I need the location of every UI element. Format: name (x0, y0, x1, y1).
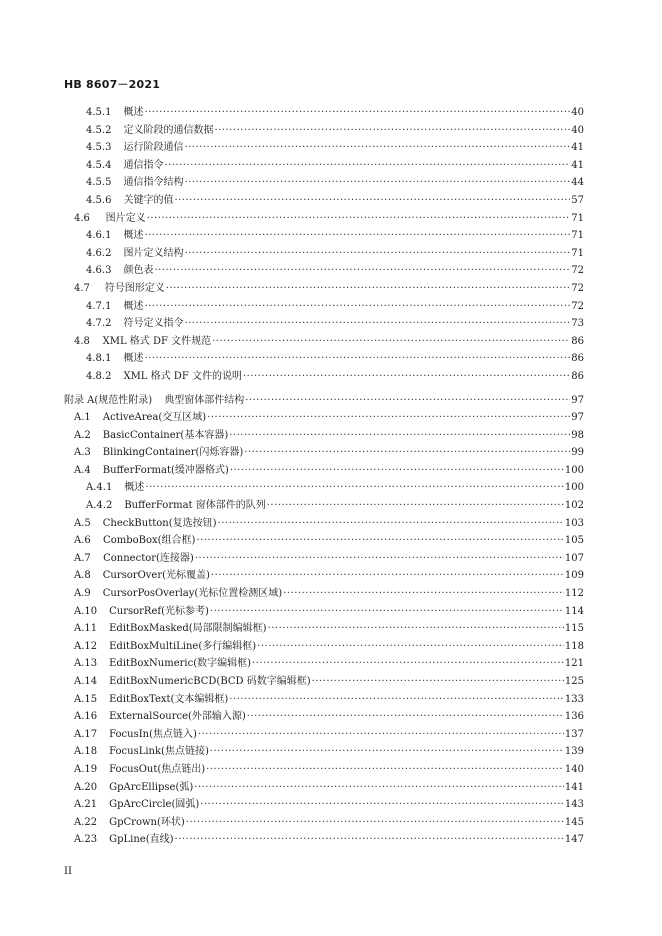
toc-leader-dots (245, 392, 570, 410)
toc-leader-dots (144, 350, 570, 368)
toc-entry[interactable] (64, 567, 584, 585)
toc-entry-page: 143 (564, 799, 584, 811)
toc-entry-title: 概述 (123, 230, 144, 242)
toc-entry-page: 114 (564, 605, 584, 617)
toc-entry-page: 72 (571, 265, 584, 277)
toc-entry[interactable] (64, 831, 584, 849)
toc-entry-page: 97 (571, 412, 584, 424)
toc-leader-dots (229, 427, 570, 445)
toc-entry[interactable] (64, 262, 584, 280)
toc-entry-page: 57 (571, 194, 584, 206)
toc-entry-page: 115 (564, 623, 584, 635)
toc-entry-title: BufferFormat 窗体部件的队列 (124, 500, 266, 512)
toc-leader-dots (257, 638, 564, 656)
toc-entry-number: 附录 A(规范性附录) (64, 394, 153, 406)
toc-entry-number: A.3 (74, 447, 91, 459)
toc-entry-title: 图片定义 (105, 212, 146, 224)
toc-leader-dots (194, 779, 564, 797)
toc-leader-dots (145, 479, 564, 497)
toc-entry-page: 86 (571, 353, 584, 365)
toc-entry-title: 概述 (123, 107, 144, 118)
toc-leader-dots (243, 368, 570, 386)
toc-leader-dots (154, 262, 570, 280)
toc-leader-dots (268, 620, 564, 638)
toc-entry[interactable] (64, 691, 584, 709)
toc-entry-page: 97 (571, 394, 584, 406)
toc-entry-page: 141 (564, 781, 584, 793)
toc-entry-number: A.7 (74, 552, 91, 564)
toc-entry[interactable] (64, 550, 584, 568)
toc-entry-page: 100 (564, 482, 584, 494)
toc-leader-dots (144, 227, 570, 245)
page-number-footer: II (64, 866, 72, 877)
toc-entry[interactable] (64, 350, 584, 368)
toc-entry-number: 4.8.2 (86, 370, 112, 382)
toc-entry-page: 41 (571, 159, 584, 171)
toc-entry-number: 4.6.1 (86, 230, 112, 242)
toc-entry-number: 4.5.5 (86, 177, 112, 189)
toc-entry-page: 71 (571, 212, 584, 224)
toc-leader-dots (147, 210, 571, 228)
toc-entry-title: GpCrown(环状) (109, 816, 185, 828)
toc-entry-page: 102 (564, 500, 584, 512)
toc-entry[interactable] (64, 157, 584, 175)
toc-entry-number: 4.5.2 (86, 124, 112, 136)
toc-entry-number: 4.6.2 (86, 247, 112, 259)
toc-entry-number: A.8 (74, 570, 91, 582)
toc-entry-title: 通信指令结构 (123, 177, 184, 189)
toc-entry-title: FocusIn(焦点链入) (109, 728, 197, 740)
toc-entry-number: 4.5.4 (86, 159, 112, 171)
toc-entry[interactable] (64, 392, 584, 410)
toc-entry[interactable] (64, 192, 584, 210)
toc-entry-page: 133 (564, 693, 584, 705)
toc-leader-dots (218, 515, 564, 533)
toc-entry-title: EditBoxNumericBCD(BCD 码数字编辑框) (109, 676, 311, 687)
toc-entry-page: 140 (564, 763, 584, 775)
toc-entry-title: BasicContainer(基本容器) (102, 429, 229, 441)
toc-leader-dots (229, 691, 564, 709)
toc-entry[interactable] (64, 497, 584, 515)
toc-entry-number: 4.8 (74, 335, 90, 347)
toc-entry-number: A.21 (74, 799, 98, 811)
toc-entry[interactable] (64, 779, 584, 797)
toc-entry-number: A.12 (74, 640, 98, 652)
toc-leader-dots (283, 585, 564, 603)
toc-entry-title: Connector(连接器) (103, 552, 194, 564)
toc-entry-page: 112 (564, 588, 584, 600)
toc-entry-title: 颜色表 (123, 265, 154, 277)
toc-leader-dots (184, 245, 570, 263)
toc-entry-number: 4.8.1 (86, 353, 112, 365)
toc-entry[interactable] (64, 743, 584, 761)
toc-entry[interactable] (64, 427, 584, 445)
toc-leader-dots (230, 462, 564, 480)
toc-entry[interactable] (64, 298, 584, 316)
toc-leader-dots (164, 157, 570, 175)
toc-leader-dots (184, 315, 570, 333)
toc-entry[interactable] (64, 462, 584, 480)
toc-leader-dots (144, 104, 570, 122)
toc-entry-number: A.20 (74, 781, 98, 793)
toc-entry-title: 定义阶段的通信数据 (123, 124, 214, 136)
toc-entry-page: 147 (564, 834, 584, 846)
toc-entry-page: 136 (564, 711, 584, 723)
toc-entry-title: 概述 (124, 482, 145, 494)
toc-entry[interactable] (64, 479, 584, 497)
toc-entry[interactable] (64, 515, 584, 533)
toc-entry-title: ActiveArea(交互区域) (102, 412, 207, 424)
toc-entry-title: 概述 (123, 353, 144, 365)
toc-entry-number: A.6 (74, 535, 91, 547)
toc-entry-page: 44 (571, 177, 584, 189)
toc-entry[interactable] (64, 814, 584, 832)
toc-leader-dots (211, 567, 564, 585)
toc-entry-title: GpArcEllipse(弧) (109, 781, 194, 793)
toc-leader-dots (196, 532, 563, 550)
toc-entry-title: ComboBox(组合框) (103, 535, 196, 547)
toc-entry-number: A.13 (74, 658, 98, 670)
toc-entry-page: 72 (571, 282, 584, 294)
toc-entry[interactable] (64, 444, 584, 462)
toc-entry-number: A.4.2 (86, 500, 113, 512)
toc-entry-title: FocusLink(焦点链接) (109, 746, 209, 758)
toc-entry-page: 99 (571, 447, 584, 459)
toc-entry-page: 139 (564, 746, 584, 758)
toc-entry-title: BlinkingContainer(闪烁容器) (102, 447, 244, 459)
toc-entry-title: 运行阶段通信 (123, 142, 184, 154)
document-code-header: HB 8607－2021 (64, 78, 161, 91)
toc-entry[interactable] (64, 796, 584, 814)
toc-entry[interactable] (64, 139, 584, 157)
toc-entry[interactable] (64, 280, 584, 298)
toc-leader-dots (312, 673, 564, 691)
toc-entry-number: A.4.1 (86, 482, 113, 494)
toc-entry-title: GpLine(直线) (109, 834, 174, 846)
toc-entry[interactable] (64, 368, 584, 386)
toc-entry-title: FocusOut(焦点链出) (109, 763, 206, 775)
toc-entry-page: 145 (564, 816, 584, 828)
toc-entry-title: ExternalSource(外部输入源) (109, 711, 246, 723)
toc-entry-title: XML 格式 DF 文件的说明 (123, 370, 242, 382)
toc-entry-title: 符号定义指令 (123, 318, 184, 330)
toc-leader-dots (186, 814, 564, 832)
toc-entry-page: 71 (571, 247, 584, 259)
toc-entry[interactable] (64, 603, 584, 621)
toc-entry-number: A.5 (74, 517, 91, 529)
toc-entry[interactable] (64, 708, 584, 726)
toc-entry[interactable] (64, 104, 584, 122)
toc-leader-dots (207, 409, 570, 427)
toc-leader-dots (198, 726, 564, 744)
toc-leader-dots (184, 139, 570, 157)
toc-entry[interactable] (64, 122, 584, 140)
toc-entry[interactable] (64, 210, 584, 228)
toc-entry[interactable] (64, 673, 584, 691)
toc-leader-dots (206, 761, 564, 779)
toc-entry-page: 121 (564, 658, 584, 670)
toc-entry-page: 73 (571, 318, 584, 330)
toc-entry-number: 4.5.3 (86, 142, 112, 154)
toc-entry-page: 100 (564, 464, 584, 476)
toc-entry-title: BufferFormat(缓冲器格式) (102, 464, 229, 476)
toc-entry-title: EditBoxNumeric(数字编辑框) (109, 658, 252, 670)
toc-entry-number: A.22 (74, 816, 98, 828)
toc-entry-number: A.17 (74, 728, 98, 740)
toc-entry-title: 关键字的值 (123, 194, 174, 206)
toc-entry[interactable] (64, 761, 584, 779)
toc-entry-number: A.18 (74, 746, 98, 758)
toc-entry-title: 符号图形定义 (104, 282, 165, 294)
toc-entry-title: 图片定义结构 (123, 247, 184, 259)
toc-entry-number: 4.5.6 (86, 194, 112, 206)
toc-entry-number: 4.7.1 (86, 300, 112, 312)
toc-entry-number: 4.6 (74, 212, 90, 224)
toc-leader-dots (247, 708, 564, 726)
table-of-contents (64, 104, 584, 849)
toc-entry-page: 40 (571, 107, 584, 118)
toc-entry-number: 4.7.2 (86, 318, 112, 330)
toc-leader-dots (200, 796, 564, 814)
toc-entry[interactable] (64, 174, 584, 192)
toc-entry[interactable] (64, 315, 584, 333)
toc-entry-page: 103 (564, 517, 584, 529)
toc-leader-dots (175, 831, 564, 849)
toc-leader-dots (252, 655, 564, 673)
toc-leader-dots (210, 603, 564, 621)
toc-entry-title: EditBoxMasked(局部限制编辑框) (109, 623, 267, 635)
toc-entry-page: 105 (564, 535, 584, 547)
toc-entry-page: 109 (564, 570, 584, 582)
toc-entry-number: A.23 (74, 834, 98, 846)
toc-entry-number: A.10 (74, 605, 98, 617)
toc-entry-title: XML 格式 DF 文件规范 (102, 335, 212, 347)
toc-entry-number: A.9 (74, 588, 91, 600)
toc-entry-number: 4.6.3 (86, 265, 112, 277)
toc-entry-number: 4.5.1 (86, 107, 112, 118)
toc-leader-dots (244, 444, 570, 462)
toc-entry-page: 98 (571, 429, 584, 441)
toc-entry-number: A.11 (74, 623, 98, 635)
toc-leader-dots (267, 497, 564, 515)
toc-leader-dots (214, 122, 570, 140)
toc-entry-number: A.15 (74, 693, 98, 705)
toc-entry-page: 118 (564, 640, 584, 652)
toc-entry-title: CursorRef(光标参考) (109, 605, 209, 617)
toc-entry[interactable] (64, 655, 584, 673)
toc-entry-page: 137 (564, 728, 584, 740)
toc-leader-dots (174, 192, 570, 210)
toc-leader-dots (195, 550, 564, 568)
toc-entry-title: EditBoxMultiLine(多行编辑框) (109, 640, 257, 652)
toc-entry-title: EditBoxText(文本编辑框) (109, 693, 229, 705)
toc-entry-number: A.1 (74, 412, 91, 424)
toc-entry[interactable] (64, 333, 584, 351)
toc-entry-title: 概述 (123, 300, 144, 312)
toc-entry-page: 107 (564, 552, 584, 564)
toc-leader-dots (144, 298, 570, 316)
toc-entry-page: 86 (571, 335, 584, 347)
toc-entry-number: 4.7 (74, 282, 90, 294)
toc-entry-title: CursorOver(光标覆盖) (102, 570, 210, 582)
toc-entry-number: A.4 (74, 464, 91, 476)
toc-entry-page: 71 (571, 230, 584, 242)
toc-entry-title: GpArcCircle(圆弧) (109, 799, 200, 811)
toc-entry-number: A.19 (74, 763, 98, 775)
toc-entry-title: CursorPosOverlay(光标位置检测区域) (102, 588, 283, 600)
toc-entry[interactable] (64, 532, 584, 550)
toc-leader-dots (210, 743, 564, 761)
toc-entry[interactable] (64, 585, 584, 603)
toc-entry[interactable] (64, 638, 584, 656)
toc-entry[interactable] (64, 726, 584, 744)
toc-entry-number: A.2 (74, 429, 91, 441)
toc-leader-dots (166, 280, 571, 298)
toc-leader-dots (184, 174, 570, 192)
toc-entry[interactable] (64, 620, 584, 638)
toc-entry[interactable] (64, 245, 584, 263)
toc-entry[interactable] (64, 227, 584, 245)
toc-entry-number: A.16 (74, 711, 98, 723)
toc-entry-page: 40 (571, 124, 584, 136)
toc-entry-page: 86 (571, 370, 584, 382)
toc-entry-title: 典型窗体部件结构 (164, 394, 245, 406)
toc-entry-page: 41 (571, 142, 584, 154)
toc-entry-page: 125 (564, 676, 584, 687)
toc-leader-dots (212, 333, 570, 351)
toc-entry[interactable] (64, 409, 584, 427)
toc-entry-title: CheckButton(复选按钮) (102, 517, 217, 529)
toc-entry-number: A.14 (74, 676, 98, 687)
toc-entry-page: 72 (571, 300, 584, 312)
toc-entry-title: 通信指令 (123, 159, 164, 171)
